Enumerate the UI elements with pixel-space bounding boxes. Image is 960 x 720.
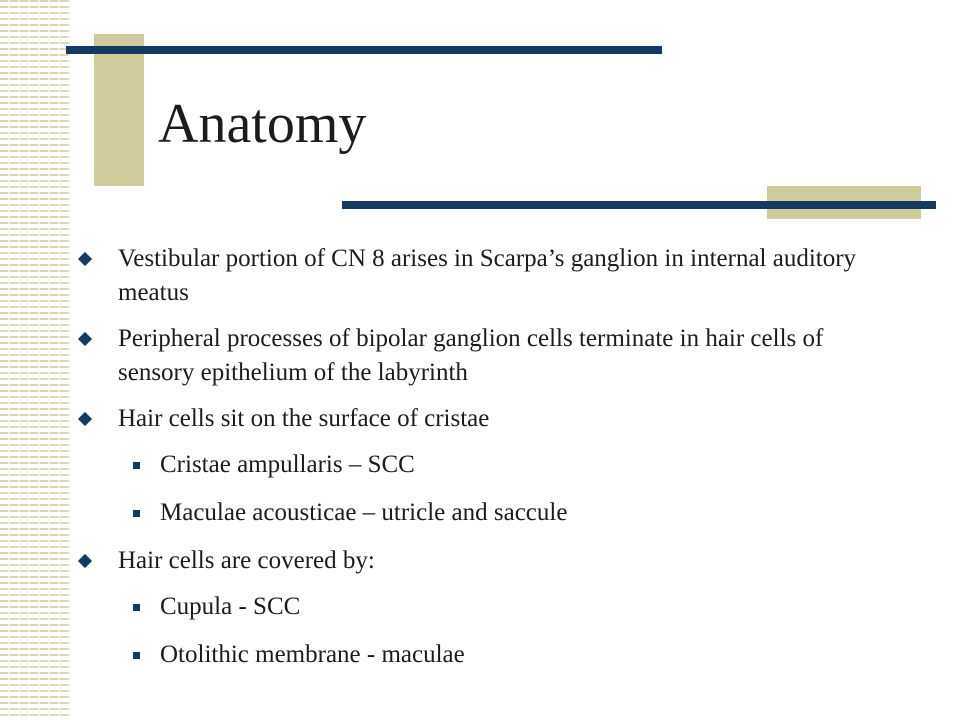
bullet-text: Vestibular portion of CN 8 arises in Scarpa’s ganglion in internal auditory meatus — [118, 245, 857, 306]
sub-bullet-item — [80, 638, 880, 672]
sub-bullet-item — [80, 448, 880, 482]
square-bullet-icon — [133, 652, 140, 659]
bullet-list — [80, 242, 880, 686]
bullet-text: Peripheral processes of bipolar ganglion cells terminate in hair cells of sensory epithelium of the labyrinth — [118, 325, 824, 386]
tan-accent-block-left — [94, 34, 144, 186]
top-rule — [66, 46, 662, 54]
diamond-bullet-icon — [78, 252, 92, 266]
sub-bullet-text: Cristae ampullaris – SCC — [160, 451, 415, 478]
square-bullet-icon — [133, 604, 140, 611]
bullet-item — [80, 242, 880, 310]
bullet-item — [80, 544, 880, 578]
sub-bullet-item — [80, 590, 880, 624]
sub-bullet-text: Maculae acousticae – utricle and saccule — [160, 499, 568, 526]
sub-bullet-item — [80, 496, 880, 530]
bullet-text: Hair cells are covered by: — [118, 547, 375, 574]
square-bullet-icon — [133, 510, 140, 517]
sub-bullet-text: Cupula - SCC — [160, 593, 301, 620]
slide-title: Anatomy — [158, 93, 367, 155]
square-bullet-icon — [133, 462, 140, 469]
sub-bullet-text: Otolithic membrane - maculae — [160, 641, 465, 668]
diamond-bullet-icon — [78, 554, 92, 568]
bullet-text: Hair cells sit on the surface of cristae — [118, 405, 490, 432]
bullet-item — [80, 322, 880, 390]
diamond-bullet-icon — [78, 332, 92, 346]
bullet-item — [80, 402, 880, 436]
diamond-bullet-icon — [78, 412, 92, 426]
left-stripe-decoration — [0, 0, 70, 720]
bottom-rule — [342, 201, 936, 209]
